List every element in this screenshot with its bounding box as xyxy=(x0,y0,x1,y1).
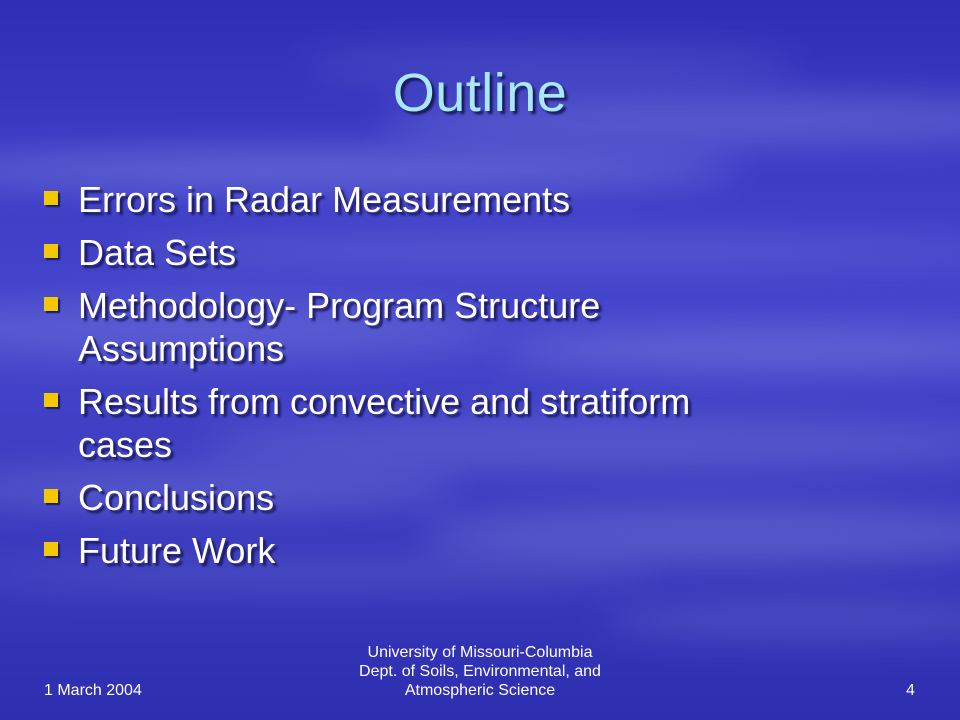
cloud-streak xyxy=(600,600,960,640)
square-bullet-icon xyxy=(44,489,58,503)
footer-org-line: Dept. of Soils, Environmental, and xyxy=(359,663,601,680)
bullet-text-continued: Assumptions xyxy=(78,328,285,369)
bullet-text-continued: cases xyxy=(78,424,173,465)
footer-org-line: Atmospheric Science xyxy=(404,682,556,699)
square-bullet-icon xyxy=(44,191,58,205)
bullet-item xyxy=(40,529,900,572)
bullet-item xyxy=(40,231,900,274)
bullet-item xyxy=(40,178,900,221)
footer-organization xyxy=(280,643,680,700)
square-bullet-icon xyxy=(44,244,58,258)
bullet-text: Errors in Radar Measurements xyxy=(78,179,571,220)
bullet-text: Conclusions xyxy=(78,477,275,518)
bullet-item xyxy=(40,476,900,519)
square-bullet-icon xyxy=(44,393,58,407)
footer-org-line: University of Missouri-Columbia xyxy=(367,644,593,661)
square-bullet-icon xyxy=(44,297,58,311)
bullet-list xyxy=(40,178,900,582)
bullet-text: Methodology- Program Structure xyxy=(78,285,601,326)
bullet-text: Results from convective and stratiform xyxy=(78,381,691,422)
bullet-item xyxy=(40,380,900,466)
page-number: 4 xyxy=(906,682,915,699)
square-bullet-icon xyxy=(44,542,58,556)
bullet-item xyxy=(40,284,900,370)
bullet-text: Data Sets xyxy=(78,232,237,273)
footer-date: 1 March 2004 xyxy=(44,682,142,699)
slide-title: Outline xyxy=(392,63,568,123)
bullet-text: Future Work xyxy=(78,530,276,571)
